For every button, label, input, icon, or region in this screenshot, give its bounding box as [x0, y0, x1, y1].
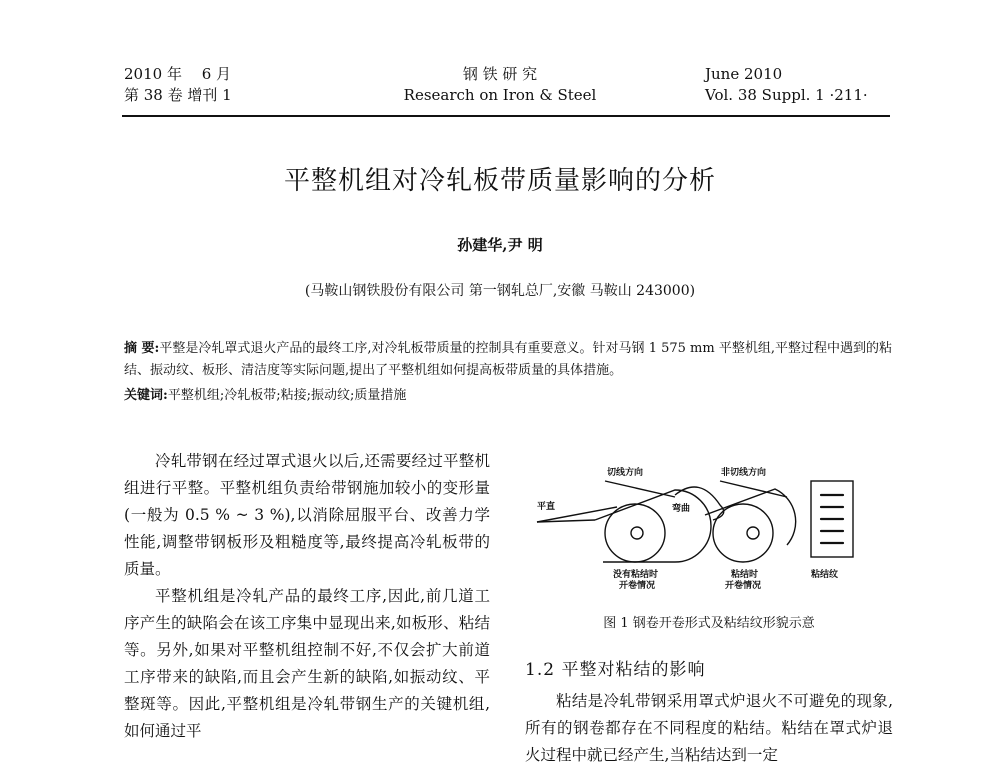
header-volume-en: Vol. 38 Suppl. 1 ·211·: [705, 86, 868, 104]
paper-authors: 孙建华,尹 明: [457, 236, 543, 254]
label-curved: 弯曲: [672, 504, 691, 514]
header-volume: 第 38 卷 增刊 1: [124, 86, 232, 104]
body-right-column: [525, 688, 893, 769]
figure-1: [525, 445, 893, 595]
label-no-stick-1: 没有粘结时: [613, 570, 659, 580]
body-paragraph-1: 冷轧带钢在经过罩式退火以后,还需要经过平整机组进行平整。平整机组负责给带钢施加较小的变形量(一般为 0.5 % ~ 3 %),以消除屈服平台、改善力学性能,调整带钢板形及粗糙度等,最终提高冷轧板带的质量。: [124, 452, 490, 578]
journal-name-en: Research on Iron & Steel: [403, 86, 597, 104]
coil-2-core: [747, 527, 759, 539]
label-non-tangent: 非切线方向: [721, 468, 767, 478]
body-paragraph-2: 平整机组是冷轧产品的最终工序,因此,前几道工序产生的缺陷会在该工序集中显现出来,如板形、粘结等。另外,如果对平整机组控制不好,不仅会扩大前道工序带来的缺陷,而且会产生新的缺陷,如振动纹、平整斑等。因此,平整机组是冷轧带钢生产的关键机组, 如何通过平: [124, 587, 490, 740]
tangent-line-2: [720, 481, 787, 497]
label-flat: 平直: [537, 502, 556, 512]
abstract-label: 摘 要:: [124, 341, 160, 356]
label-tangent: 切线方向: [607, 468, 644, 478]
keywords-label: 关键词:: [124, 388, 168, 403]
section-paragraph-1: 粘结是冷轧带钢采用罩式炉退火不可避免的现象,所有的钢卷都存在不同程度的粘结。粘结在罩式炉退火过程中就已经产生,当粘结达到一定: [525, 692, 893, 764]
label-stick-2: 开卷情况: [725, 581, 762, 591]
header-date-en: June 2010: [705, 65, 783, 83]
paper-title: 平整机组对冷轧板带质量影响的分析: [283, 166, 716, 196]
figure-1-caption: 图 1 钢卷开卷形式及粘结纹形貌示意: [603, 616, 815, 631]
label-stick-1: 粘结时: [731, 570, 759, 580]
stick-marks: [821, 495, 843, 543]
figure-1-diagram: [525, 445, 893, 595]
label-stick-pattern: 粘结纹: [811, 570, 839, 580]
coil-1-core: [631, 527, 643, 539]
header-date: 2010 年 6 月: [124, 65, 232, 83]
label-no-stick-2: 开卷情况: [619, 581, 656, 591]
coil-1-body: [605, 504, 665, 562]
keywords-text: 平整机组;冷轧板带;粘接;振动纹;质量措施: [167, 388, 407, 403]
journal-name-cn: 钢 铁 研 究: [462, 65, 538, 83]
header-right: [705, 64, 868, 106]
header-rule: [122, 115, 890, 117]
paper-affiliation: (马鞍山钢铁股份有限公司 第一钢轧总厂,安徽 马鞍山 243000): [304, 283, 696, 299]
abstract: [124, 338, 892, 382]
tangent-line-1: [605, 481, 675, 497]
coil-2-body: [713, 504, 773, 562]
abstract-text: 平整是冷轧罩式退火产品的最终工序,对冷轧板带质量的控制具有重要意义。针对马钢 1 575 mm 平整机组,平整过程中遇到的粘结、振动纹、板形、清洁度等实际问题,提出了平整机组如何提高板带质量的具体措施。: [124, 341, 892, 378]
body-left-column: [124, 448, 490, 745]
section-title: 1.2 平整对粘结的影响: [525, 660, 706, 680]
keywords: [124, 385, 892, 407]
